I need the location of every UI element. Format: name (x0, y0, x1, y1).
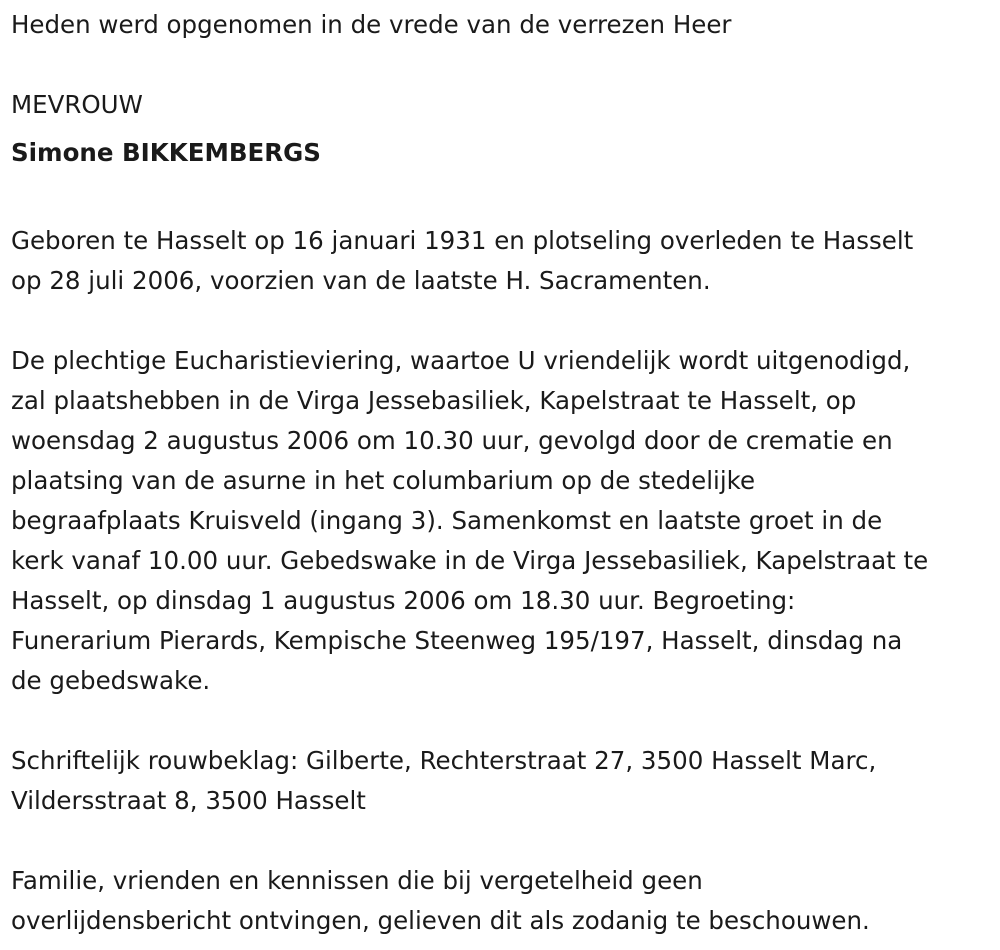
obituary-notice (11, 0, 996, 941)
intro-text: Heden werd opgenomen in de vrede van de verrezen Heer (11, 10, 732, 39)
ceremony-paragraph (11, 341, 996, 701)
condolence-line: Vildersstraat 8, 3500 Hasselt (11, 786, 366, 815)
deceased-name: Simone BIKKEMBERGS (11, 138, 321, 167)
ceremony-line: begraafplaats Kruisveld (ingang 3). Samenkomst en laatste groet in de (11, 506, 883, 535)
closing-line: overlijdensbericht ontvingen, gelieven dit als zodanig te beschouwen. (11, 906, 870, 935)
ceremony-line: de gebedswake. (11, 666, 211, 695)
birth-paragraph (11, 221, 996, 301)
ceremony-line: plaatsing van de asurne in het columbarium op de stedelijke (11, 466, 756, 495)
ceremony-line: kerk vanaf 10.00 uur. Gebedswake in de Virga Jessebasiliek, Kapelstraat te (11, 546, 929, 575)
ceremony-line: zal plaatshebben in de Virga Jessebasiliek, Kapelstraat te Hasselt, op (11, 386, 857, 415)
ceremony-line: Hasselt, op dinsdag 1 augustus 2006 om 18.30 uur. Begroeting: (11, 586, 796, 615)
honorific-title: MEVROUW (11, 90, 143, 119)
spacer (11, 821, 996, 861)
ceremony-line: De plechtige Eucharistieviering, waartoe U vriendelijk wordt uitgenodigd, (11, 346, 911, 375)
spacer (11, 181, 996, 221)
spacer (11, 301, 996, 341)
condolence-paragraph (11, 741, 996, 821)
ceremony-line: Funerarium Pierards, Kempische Steenweg 195/197, Hasselt, dinsdag na (11, 626, 903, 655)
closing-line: Familie, vrienden en kennissen die bij vergetelheid geen (11, 866, 703, 895)
spacer (11, 701, 996, 741)
closing-paragraph (11, 861, 996, 941)
birth-line: Geboren te Hasselt op 16 januari 1931 en plotseling overleden te Hasselt (11, 226, 914, 255)
ceremony-line: woensdag 2 augustus 2006 om 10.30 uur, gevolgd door de crematie en (11, 426, 893, 455)
birth-line: op 28 juli 2006, voorzien van de laatste H. Sacramenten. (11, 266, 711, 295)
condolence-line: Schriftelijk rouwbeklag: Gilberte, Rechterstraat 27, 3500 Hasselt Marc, (11, 746, 877, 775)
